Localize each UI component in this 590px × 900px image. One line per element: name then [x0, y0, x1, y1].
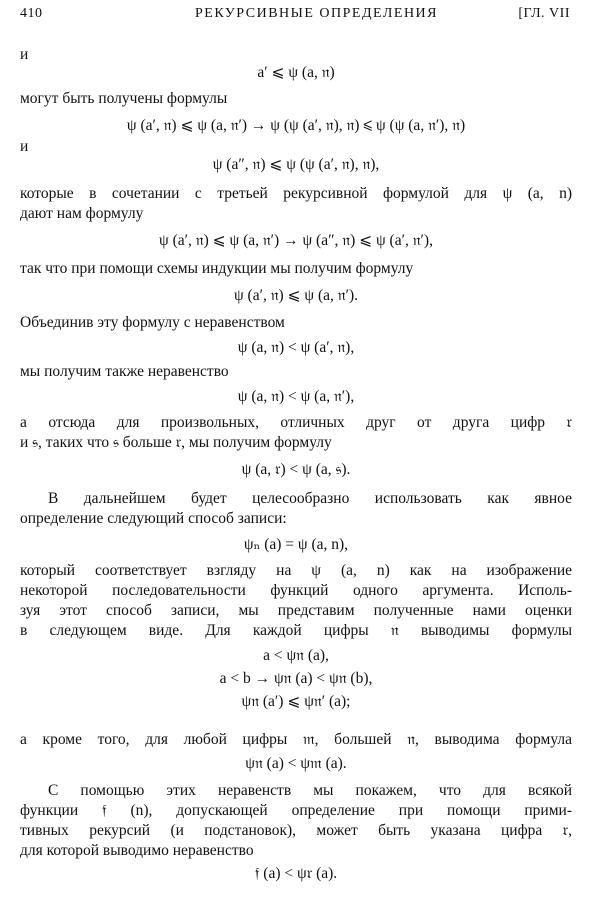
formula-line: ψ (a″, 𝔫) ⩽ ψ (ψ (a′, 𝔫), 𝔫), [212, 156, 380, 173]
text-line: в следующем виде. Для каждой цифры 𝔫 выводимы формулы [20, 622, 572, 639]
page-number: 410 [20, 6, 43, 21]
text-line: которые в сочетании с третьей рекурсивной формулой для ψ (a, n) [20, 185, 572, 202]
formula-line: 𝔣 (a) < ψ𝔯 (a). [254, 865, 338, 882]
formula-line: ψ𝔫 (a) < ψ𝔪 (a). [245, 755, 347, 772]
text-line: который соответствует взгляду на ψ (a, n) как на изображение [20, 562, 572, 579]
text-line: для которой выводимо неравенство [20, 842, 254, 859]
formula-line: ψ (a′, 𝔫) ⩽ ψ (a, 𝔫′) → ψ (a″, 𝔫) ⩽ ψ (a′, 𝔫′), [159, 232, 433, 249]
formula-line: ψ (a, 𝔫) < ψ (a, 𝔫′), [237, 388, 355, 405]
text-line: тивных рекурсий (и подстановок), может быть указана цифра 𝔯, [20, 822, 572, 839]
page-header [20, 6, 570, 26]
text-line: так что при помощи схемы индукции мы получим формулу [20, 260, 414, 277]
text-line: определение следующий способ записи: [20, 510, 287, 527]
text-line: Объединив эту формулу с неравенством [20, 314, 285, 331]
formula-line: a < b → ψ𝔫 (a) < ψ𝔫 (b), [219, 670, 373, 687]
formula-line: ψ (a, 𝔫) < ψ (a′, 𝔫), [237, 339, 355, 356]
text-line: дают нам формулу [20, 205, 144, 222]
formula-line: ψ (a′, 𝔫) ⩽ ψ (a, 𝔫′) → ψ (ψ (a′, 𝔫), 𝔫) ⩽ ψ (ψ (a, 𝔫′), 𝔫) [126, 117, 466, 134]
text-line: и 𝔰, таких что 𝔰 больше 𝔯, мы получим формулу [20, 434, 332, 451]
formula-line: a < ψ𝔫 (a), [263, 647, 329, 664]
text-line: а кроме того, для любой цифры 𝔪, большей 𝔫, выводима формула [20, 731, 572, 748]
text-line: некоторой последовательности функций одного аргумента. Исполь- [20, 582, 572, 599]
text-line: В дальнейшем будет целесообразно использовать как явное [48, 490, 572, 507]
text-line: С помощью этих неравенств мы покажем, что для всякой [48, 782, 572, 799]
formula-line: ψ (a′, 𝔫) ⩽ ψ (a, 𝔫′). [233, 287, 359, 304]
formula-line: ψ𝔫 (a′) ⩽ ψ𝔫′ (a); [241, 693, 351, 710]
text-line: мы получим также неравенство [20, 363, 229, 380]
chapter-label: [ГЛ. VII [518, 6, 570, 21]
formula-line: ψₙ (a) = ψ (a, n), [243, 536, 349, 553]
running-title: РЕКУРСИВНЫЕ ОПРЕДЕЛЕНИЯ [195, 6, 439, 21]
formula-line: ψ (a, 𝔯) < ψ (a, 𝔰). [241, 461, 351, 478]
formula-line: a′ ⩽ ψ (a, 𝔫) [257, 64, 335, 81]
text-line: могут быть получены формулы [20, 90, 228, 107]
text-line: и [20, 46, 29, 63]
text-line: функции 𝔣 (n), допускающей определение при помощи прими- [20, 802, 572, 819]
text-line: а отсюда для произвольных, отличных друг от друга цифр 𝔯 [20, 414, 572, 431]
text-line: и [20, 138, 29, 155]
text-line: зуя этот способ записи, мы представим полученные нами оценки [20, 602, 572, 619]
